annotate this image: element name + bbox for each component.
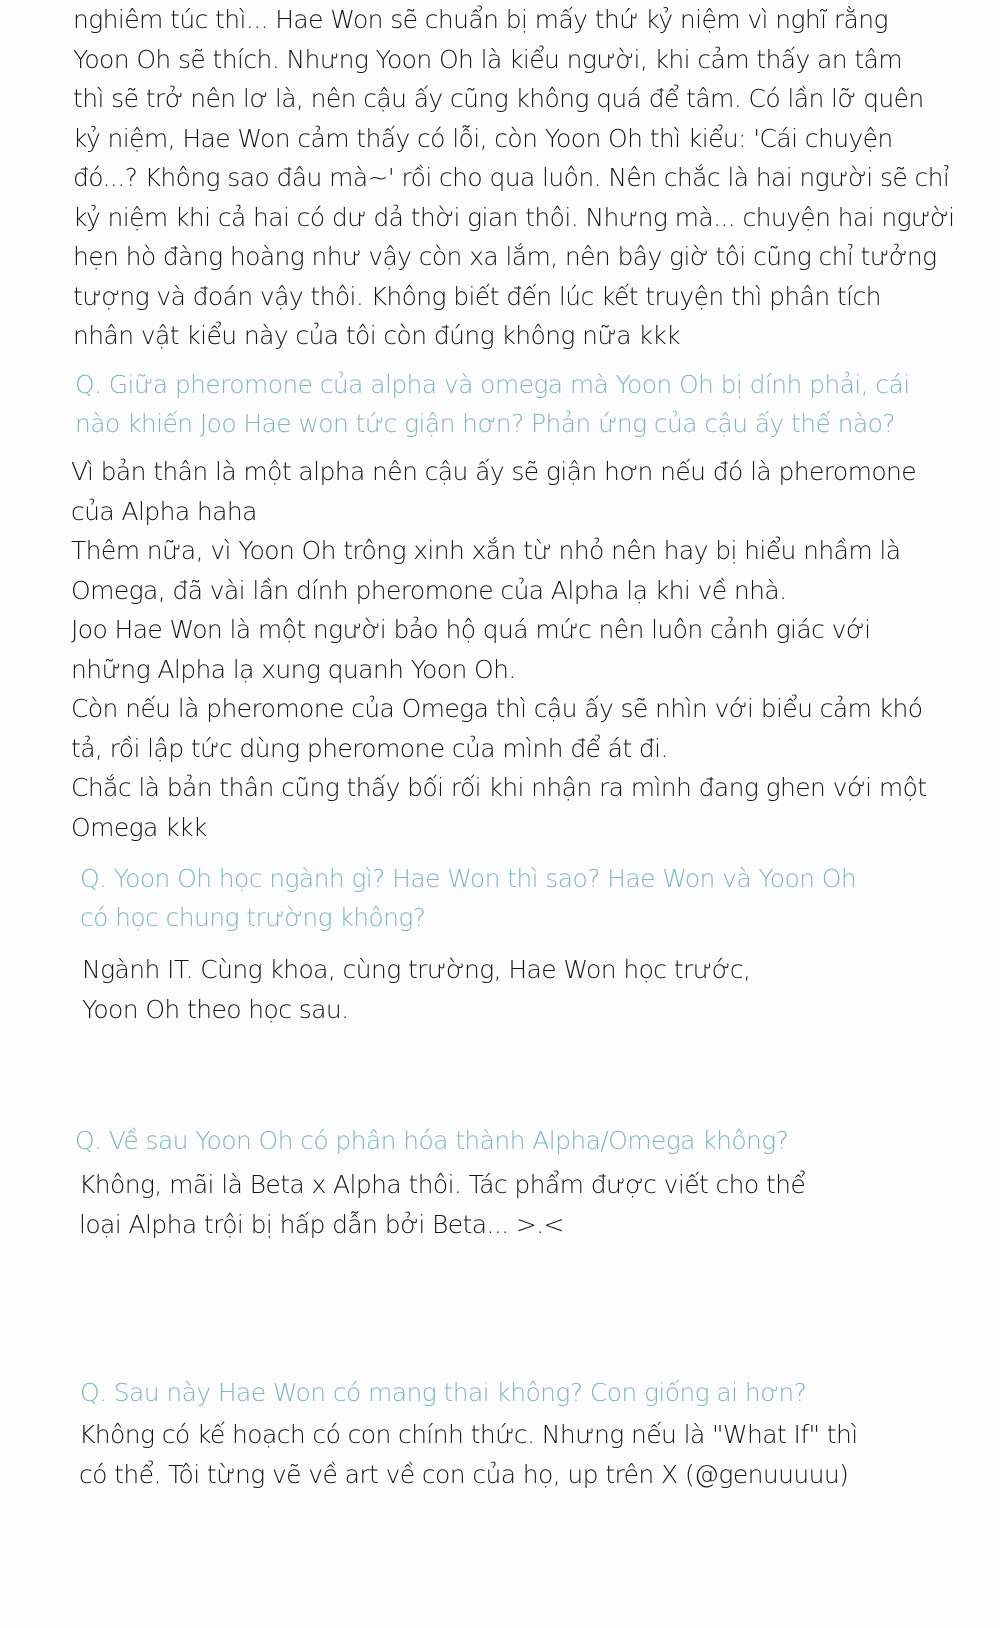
question-pheromone: [75, 365, 935, 443]
answer-line: của Alpha haha: [71, 496, 257, 526]
text-line: nhân vật kiểu này của tôi còn đúng không nữa kkk: [73, 321, 680, 350]
question-line: Q. Yoon Oh học ngành gì? Hae Won thì sao? Hae Won và Yoon Oh: [80, 864, 857, 893]
answer-line: Vì bản thân là một alpha nên cậu ấy sẽ giận hơn nếu đó là pheromone: [71, 457, 917, 486]
text-line: đó...? Không sao đâu mà~' rồi cho qua luôn. Nên chắc là hai người sẽ chỉ: [73, 163, 950, 192]
text-line: kỷ niệm, Hae Won cảm thấy có lỗi, còn Yoon Oh thì kiểu: 'Cái chuyện: [73, 123, 893, 153]
answer-line: Thêm nữa, vì Yoon Oh trông xinh xắn từ nhỏ nên hay bị hiểu nhầm là: [71, 536, 901, 565]
text-line: nghiêm túc thì... Hae Won sẽ chuẩn bị mấy thứ kỷ niệm vì nghĩ rằng: [73, 5, 888, 34]
question-line: Q. Về sau Yoon Oh có phân hóa thành Alpha/Omega không?: [75, 1126, 789, 1155]
answer-line: Joo Hae Won là một người bảo hộ quá mức nên luôn cảnh giác với: [71, 615, 871, 644]
text-line: tượng và đoán vậy thôi. Không biết đến lúc kết truyện thì phân tích: [73, 281, 881, 311]
answer-line: những Alpha lạ xung quanh Yoon Oh.: [71, 654, 516, 684]
answer-line: Không có kế hoạch có con chính thức. Nhưng nếu là "What If" thì: [79, 1420, 858, 1449]
answer-line: Omega, đã vài lần dính pheromone của Alpha lạ khi về nhà.: [71, 575, 787, 605]
answer-line: Không, mãi là Beta x Alpha thôi. Tác phẩm được viết cho thể: [79, 1170, 806, 1199]
answer-line: loại Alpha trội bị hấp dẫn bởi Beta... >.<: [79, 1209, 564, 1239]
answer-line: Ngành IT. Cùng khoa, cùng trường, Hae Won học trước,: [82, 955, 751, 984]
answer-pheromone: [71, 452, 931, 847]
text-line: hẹn hò đàng hoàng như vậy còn xa lắm, nên bây giờ tôi cũng chỉ tưởng: [73, 242, 937, 271]
question-line: nào khiến Joo Hae won tức giận hơn? Phản ứng của cậu ấy thế nào?: [75, 409, 895, 438]
text-line: Yoon Oh sẽ thích. Nhưng Yoon Oh là kiểu người, khi cảm thấy an tâm: [73, 44, 903, 74]
answer-line: Còn nếu là pheromone của Omega thì cậu ấy sẽ nhìn với biểu cảm khó: [71, 694, 923, 723]
question-line: có học chung trường không?: [80, 903, 426, 932]
text-line: thì sẽ trở nên lơ là, nên cậu ấy cũng không quá để tâm. Có lần lỡ quên: [73, 84, 924, 113]
answer-line: Chắc là bản thân cũng thấy bối rối khi nhận ra mình đang ghen với một: [71, 773, 927, 802]
question-pregnancy: [80, 1373, 940, 1412]
intro-paragraph: [73, 0, 955, 356]
answer-pregnancy: [79, 1415, 939, 1494]
answer-line: có thể. Tôi từng vẽ về art về con của họ, up trên X (@genuuuuu): [79, 1459, 849, 1489]
question-line: Q. Sau này Hae Won có mang thai không? Con giống ai hơn?: [80, 1378, 807, 1407]
question-major: [80, 859, 940, 937]
answer-line: Omega kkk: [71, 812, 207, 842]
text-line: kỷ niệm khi cả hai có dư dả thời gian thôi. Nhưng mà... chuyện hai người: [73, 202, 955, 232]
question-line: Q. Giữa pheromone của alpha và omega mà Yoon Oh bị dính phải, cái: [75, 370, 910, 399]
answer-line: tả, rồi lập tức dùng pheromone của mình để át đi.: [71, 733, 668, 763]
answer-line: Yoon Oh theo học sau.: [82, 994, 349, 1024]
answer-differentiation: [79, 1165, 939, 1244]
answer-major: [82, 950, 942, 1029]
question-differentiation: [75, 1121, 935, 1160]
